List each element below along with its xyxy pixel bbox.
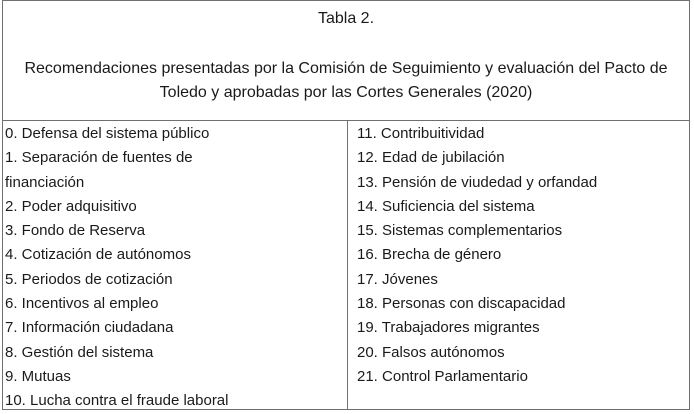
list-item: 18. Personas con discapacidad	[357, 295, 566, 313]
list-item: 21. Control Parlamentario	[357, 367, 528, 385]
table-label: Tabla 2.	[317, 10, 375, 27]
list-item: 1. Separación de fuentes de	[5, 149, 193, 167]
list-item: 15. Sistemas complementarios	[357, 222, 563, 240]
right-column	[348, 121, 689, 409]
list-item: 12. Edad de jubilación	[357, 149, 505, 167]
list-item: 4. Cotización de autónomos	[5, 246, 191, 264]
list-item: 9. Mutuas	[5, 367, 71, 385]
list-item: 2. Poder adquisitivo	[5, 197, 137, 215]
list-item: 7. Información ciudadana	[5, 319, 174, 337]
list-item: 5. Periodos de cotización	[5, 270, 173, 288]
left-column	[3, 121, 348, 409]
list-item: 14. Suficiencia del sistema	[357, 197, 535, 215]
list-item: 13. Pensión de viudedad y orfandad	[357, 173, 598, 191]
list-item: 8. Gestión del sistema	[5, 343, 154, 361]
list-item: 19. Trabajadores migrantes	[357, 319, 540, 337]
list-item: 3. Fondo de Reserva	[5, 222, 146, 240]
list-item: 6. Incentivos al empleo	[5, 295, 159, 313]
table-title: Recomendaciones presentadas por la Comisión de Seguimiento y evaluación del Pacto de Toledo y aprobadas por las Cortes Generales (2020)	[24, 60, 668, 101]
table-caption	[3, 1, 689, 121]
list-item: 20. Falsos autónomos	[357, 343, 505, 361]
recommendations-table	[2, 0, 690, 410]
list-item: 11. Contribuitividad	[357, 125, 485, 142]
list-item: 0. Defensa del sistema público	[5, 125, 210, 142]
list-item: 17. Jóvenes	[357, 270, 438, 288]
list-item: 16. Brecha de género	[357, 246, 502, 264]
list-item: 10. Lucha contra el fraude laboral	[5, 392, 229, 410]
list-item: financiación	[5, 173, 85, 191]
